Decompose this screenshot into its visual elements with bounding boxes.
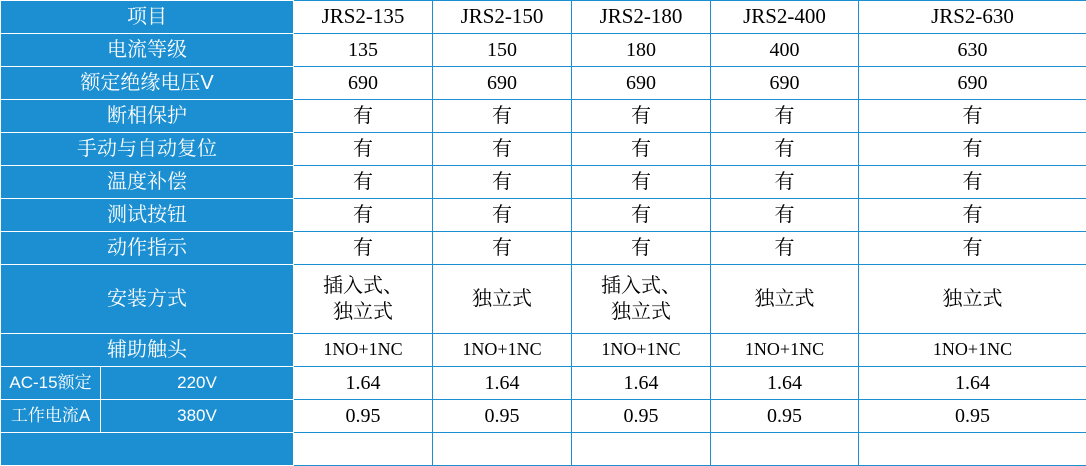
cell-value: 400 bbox=[711, 34, 859, 67]
trailing-label-cell bbox=[1, 433, 294, 466]
cell-value: 有 bbox=[572, 166, 711, 199]
table-row bbox=[1, 334, 1086, 367]
table-row bbox=[1, 34, 1086, 67]
trailing-cell bbox=[433, 433, 572, 466]
cell-value: 1NO+1NC bbox=[572, 334, 711, 367]
table-row bbox=[1, 367, 1086, 400]
cell-value: 690 bbox=[859, 67, 1086, 100]
cell-value: 1NO+1NC bbox=[711, 334, 859, 367]
cell-value: 有 bbox=[294, 199, 433, 232]
header-model-1: JRS2-150 bbox=[433, 1, 572, 34]
cell-value: 690 bbox=[433, 67, 572, 100]
row-label-action-indication: 动作指示 bbox=[1, 232, 294, 265]
cell-value: 独立式 bbox=[711, 265, 859, 334]
cell-value: 插入式、 独立式 bbox=[294, 265, 433, 334]
group-sublabel-380v: 380V bbox=[101, 400, 294, 433]
cell-value: 690 bbox=[294, 67, 433, 100]
cell-value: 135 bbox=[294, 34, 433, 67]
cell-value: 有 bbox=[859, 166, 1086, 199]
cell-value: 有 bbox=[572, 199, 711, 232]
cell-value: 有 bbox=[294, 166, 433, 199]
row-label-auxiliary-contact: 辅助触头 bbox=[1, 334, 294, 367]
cell-value: 有 bbox=[859, 133, 1086, 166]
header-item-label: 项目 bbox=[1, 1, 294, 34]
table-row bbox=[1, 67, 1086, 100]
table-row bbox=[1, 199, 1086, 232]
trailing-cell bbox=[859, 433, 1086, 466]
cell-value: 1NO+1NC bbox=[433, 334, 572, 367]
cell-value: 1.64 bbox=[711, 367, 859, 400]
cell-value: 有 bbox=[433, 166, 572, 199]
cell-value: 1NO+1NC bbox=[294, 334, 433, 367]
trailing-cell bbox=[572, 433, 711, 466]
cell-value: 0.95 bbox=[294, 400, 433, 433]
cell-value: 有 bbox=[433, 133, 572, 166]
trailing-cell bbox=[711, 433, 859, 466]
row-label-current-grade: 电流等级 bbox=[1, 34, 294, 67]
cell-value: 有 bbox=[711, 166, 859, 199]
cell-value: 有 bbox=[294, 100, 433, 133]
cell-value: 独立式 bbox=[433, 265, 572, 334]
row-label-phase-failure-protection: 断相保护 bbox=[1, 100, 294, 133]
cell-value: 1.64 bbox=[433, 367, 572, 400]
header-model-2: JRS2-180 bbox=[572, 1, 711, 34]
cell-value: 0.95 bbox=[572, 400, 711, 433]
cell-value: 有 bbox=[294, 133, 433, 166]
row-label-temperature-compensation: 温度补偿 bbox=[1, 166, 294, 199]
row-label-manual-auto-reset: 手动与自动复位 bbox=[1, 133, 294, 166]
cell-value: 有 bbox=[433, 100, 572, 133]
header-model-3: JRS2-400 bbox=[711, 1, 859, 34]
cell-value: 有 bbox=[572, 133, 711, 166]
cell-value: 1.64 bbox=[572, 367, 711, 400]
cell-value: 1NO+1NC bbox=[859, 334, 1086, 367]
table-row-trailing bbox=[1, 433, 1086, 466]
cell-value: 有 bbox=[433, 199, 572, 232]
row-label-test-button: 测试按钮 bbox=[1, 199, 294, 232]
cell-value: 0.95 bbox=[433, 400, 572, 433]
cell-value: 有 bbox=[859, 232, 1086, 265]
trailing-cell bbox=[294, 433, 433, 466]
cell-value: 有 bbox=[711, 133, 859, 166]
cell-value: 690 bbox=[711, 67, 859, 100]
cell-value: 0.95 bbox=[711, 400, 859, 433]
table-row bbox=[1, 166, 1086, 199]
cell-value: 有 bbox=[294, 232, 433, 265]
table-row-header bbox=[1, 1, 1086, 34]
table-row bbox=[1, 133, 1086, 166]
cell-value: 有 bbox=[572, 232, 711, 265]
table-row bbox=[1, 100, 1086, 133]
group-label-ac15-line1: AC-15额定 bbox=[1, 367, 101, 400]
cell-value: 有 bbox=[859, 199, 1086, 232]
table-row bbox=[1, 265, 1086, 334]
cell-value: 1.64 bbox=[294, 367, 433, 400]
table-row bbox=[1, 232, 1086, 265]
cell-value: 150 bbox=[433, 34, 572, 67]
group-sublabel-220v: 220V bbox=[101, 367, 294, 400]
cell-value: 有 bbox=[859, 100, 1086, 133]
group-label-ac15-line2: 工作电流A bbox=[1, 400, 101, 433]
row-label-mounting-type: 安装方式 bbox=[1, 265, 294, 334]
cell-value: 690 bbox=[572, 67, 711, 100]
cell-value: 180 bbox=[572, 34, 711, 67]
cell-value: 0.95 bbox=[859, 400, 1086, 433]
cell-value: 有 bbox=[433, 232, 572, 265]
cell-value: 有 bbox=[711, 100, 859, 133]
row-label-rated-insulation-voltage: 额定绝缘电压V bbox=[1, 67, 294, 100]
cell-value: 1.64 bbox=[859, 367, 1086, 400]
header-model-4: JRS2-630 bbox=[859, 1, 1086, 34]
table-row bbox=[1, 400, 1086, 433]
header-model-0: JRS2-135 bbox=[294, 1, 433, 34]
cell-value: 有 bbox=[711, 232, 859, 265]
cell-value: 有 bbox=[572, 100, 711, 133]
cell-value: 有 bbox=[711, 199, 859, 232]
cell-value: 独立式 bbox=[859, 265, 1086, 334]
cell-value: 插入式、 独立式 bbox=[572, 265, 711, 334]
cell-value: 630 bbox=[859, 34, 1086, 67]
